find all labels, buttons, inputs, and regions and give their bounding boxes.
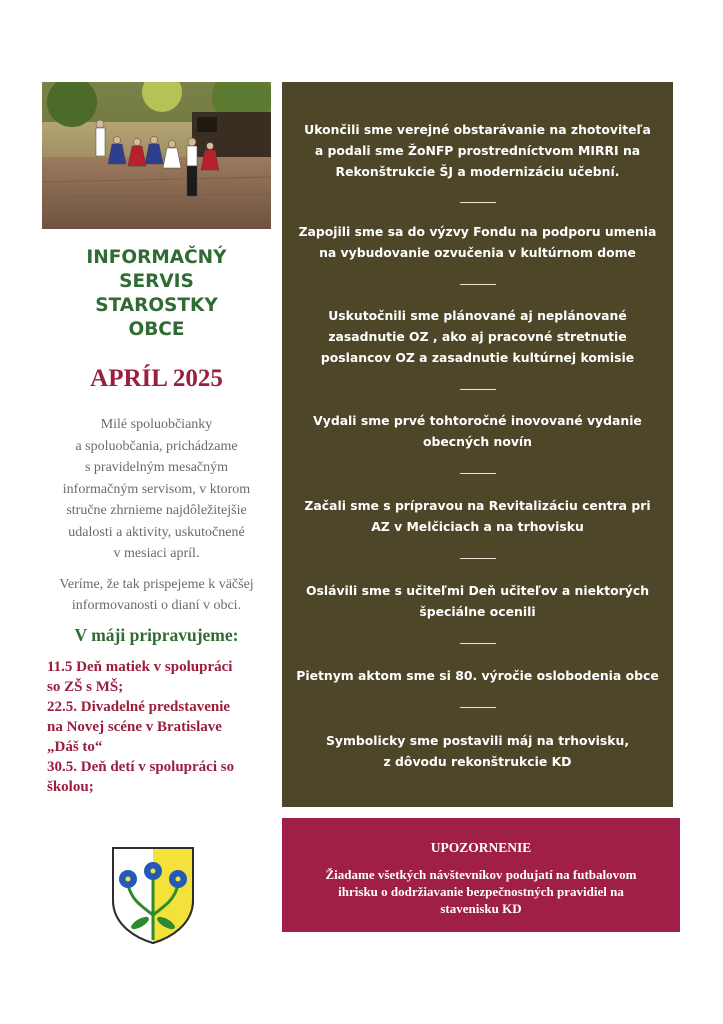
folk-dance-photo-image: [42, 82, 271, 229]
news-line: AZ v Melčiciach a na trhovisku: [371, 519, 584, 534]
news-item: [282, 410, 673, 452]
news-divider: [460, 707, 496, 708]
paragraph-gap: [42, 565, 271, 574]
news-line: zasadnutie OZ , ako aj pracovné stretnutie: [328, 329, 627, 344]
news-item: [282, 730, 673, 772]
news-line: z dôvodu rekonštrukcie KD: [383, 754, 572, 769]
news-line: Začali sme s prípravou na Revitalizáciu centra pri: [304, 498, 651, 513]
plan-line: 22.5. Divadelné predstavenie: [47, 699, 231, 715]
news-divider: [460, 389, 496, 390]
intro-line: a spoluobčania, prichádzame: [75, 438, 238, 454]
intro-line: stručne zhrnieme najdôležitejšie: [66, 503, 247, 518]
news-line: Uskutočnili sme plánované aj neplánované: [328, 308, 627, 323]
intro-line: informovanosti o dianí v obci.: [71, 598, 242, 613]
news-divider: [460, 202, 496, 203]
notice-title: UPOZORNENIE: [430, 840, 532, 855]
news-line: Vydali sme prvé tohtoročné inovované vydanie: [313, 413, 642, 428]
plan-line: na Novej scéne v Bratislave: [47, 719, 222, 735]
intro-line: Veríme, že tak prispejeme k väčšej: [59, 576, 254, 592]
news-line: a podali sme ŽoNFP prostredníctvom MIRRI na: [314, 143, 641, 158]
issue-month: APRÍL 2025: [90, 365, 223, 392]
intro-line: Milé spoluobčianky: [100, 417, 213, 432]
news-line: obecných novín: [423, 434, 532, 449]
news-line: poslancov OZ a zasadnutie kultúrnej komisie: [320, 350, 635, 365]
news-line: Symbolicky sme postavili máj na trhovisku,: [325, 733, 630, 748]
news-divider: [460, 284, 496, 285]
plans-list: [47, 657, 267, 797]
news-item: [282, 305, 673, 368]
news-item: [282, 665, 673, 686]
intro-line: udalosti a aktivity, uskutočnené: [68, 524, 245, 540]
plan-line: „Dáš to“: [47, 739, 103, 755]
title-line-3: STAROSTKY: [95, 295, 218, 316]
notice-line: ihrisku o dodržiavanie bezpečnostných pravidiel na: [338, 884, 624, 899]
news-line: Oslávili sme s učiteľmi Deň učiteľov a niektorých: [305, 583, 650, 598]
plan-line: školou;: [47, 779, 94, 795]
intro-line: s pravidelným mesačným: [84, 460, 229, 475]
notice-box: [282, 818, 680, 932]
news-item: [282, 119, 673, 182]
intro-text: [42, 414, 271, 617]
news-item: [282, 495, 673, 537]
coat-of-arms-icon: [110, 845, 196, 945]
title-line-1: INFORMAČNÝ: [86, 247, 227, 268]
news-divider: [460, 473, 496, 474]
news-item: [282, 221, 673, 263]
intro-line: informačným servisom, v ktorom: [62, 481, 251, 497]
notice-line: stavenisku KD: [440, 901, 522, 916]
title-line-4: OBCE: [128, 319, 185, 340]
news-item: [282, 580, 673, 622]
news-panel: [282, 82, 673, 807]
news-line: Pietnym aktom sme si 80. výročie oslobodenia obce: [296, 668, 659, 683]
news-line: na vybudovanie ozvučenia v kultúrnom dome: [319, 245, 636, 260]
title-line-2: SERVIS: [119, 271, 194, 292]
plan-line: 11.5 Deň matiek v spolupráci: [47, 659, 233, 675]
newsletter-title: [42, 246, 271, 342]
plan-line: 30.5. Deň detí v spolupráci so: [47, 759, 235, 775]
plan-line: so ZŠ s MŠ;: [47, 679, 124, 695]
folk-dance-photo: [42, 82, 271, 229]
news-divider: [460, 558, 496, 559]
plans-heading: V máji pripravujeme:: [74, 625, 239, 645]
news-line: Ukončili sme verejné obstarávanie na zhotoviteľa: [304, 122, 651, 137]
news-line: Zapojili sme sa do výzvy Fondu na podporu umenia: [298, 224, 657, 239]
news-line: špeciálne ocenili: [419, 604, 536, 619]
notice-body: [282, 866, 680, 917]
news-line: Rekonštrukcie ŠJ a modernizáciu učební.: [335, 164, 620, 179]
notice-line: Žiadame všetkých návštevníkov podujatí na futbalovom: [325, 867, 637, 882]
intro-line: v mesiaci apríl.: [113, 546, 200, 561]
news-divider: [460, 643, 496, 644]
